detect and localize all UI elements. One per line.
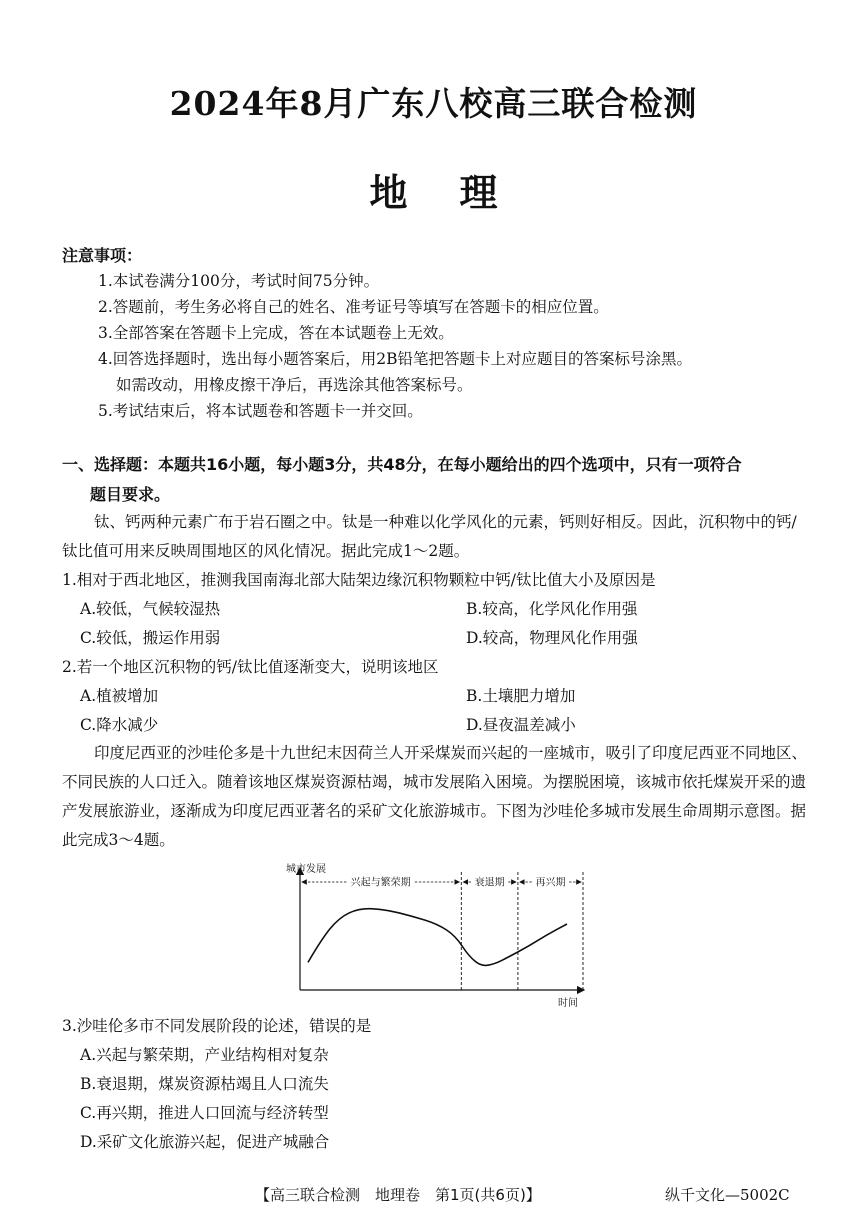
notice-list [98,268,818,424]
notice-item: 3.全部答案在答题卡上完成，答在本试题卷上无效。 [98,324,454,342]
question-2-option-a: A.植被增加 [80,687,159,705]
section-heading [62,450,822,510]
question-3-option-a: A.兴起与繁荣期，产业结构相对复杂 [80,1046,329,1064]
chart-phase-label: 兴起与繁荣期 [350,877,411,889]
chart-y-axis-label: 城市发展 [286,864,326,875]
exam-title: 2024年8月广东八校高三联合检测 [169,84,698,123]
section-heading-line: 题目要求。 [90,485,171,504]
page-footer: 【高三联合检测 地理卷 第1页(共6页)】 [255,1186,541,1204]
notice-item: 4.回答选择题时，选出每小题答案后，用2B铅笔把答题卡上对应题目的答案标号涂黑。 [98,350,693,368]
chart-phase-label: 再兴期 [535,877,566,889]
question-1-option-d: D.较高，物理风化作用强 [466,629,638,647]
notice-item-continued: 如需改动，用橡皮擦干净后，再选涂其他答案标号。 [116,376,473,394]
question-3-option-b: B.衰退期，煤炭资源枯竭且人口流失 [80,1075,329,1093]
question-3-option-c: C.再兴期，推进人口回流与经济转型 [80,1104,329,1122]
question-3-stem: 3.沙哇伦多市不同发展阶段的论述，错误的是 [62,1017,372,1035]
question-2-option-b: B.土壤肥力增加 [466,687,576,705]
question-2-stem: 2.若一个地区沉积物的钙/钛比值逐渐变大，说明该地区 [62,658,439,676]
question-2-option-c: C.降水减少 [80,716,159,734]
chart-series-line [308,909,567,966]
question-1-option-c: C.较低，搬运作用弱 [80,629,221,647]
question-1-option-a: A.较低，气候较湿热 [80,600,221,618]
question-1-stem: 1.相对于西北地区，推测我国南海北部大陆架边缘沉积物颗粒中钙/钛比值大小及原因是 [62,571,656,589]
question-1-option-b: B.较高，化学风化作用强 [466,600,638,618]
footer-code: 纵千文化—5002C [665,1186,790,1204]
chart-x-axis-label: 时间 [558,998,578,1009]
passage-2: 印度尼西亚的沙哇伦多是十九世纪末因荷兰人开采煤炭而兴起的一座城市，吸引了印度尼西亚不同地区、不同民族的人口迁入。随着该地区煤炭资源枯竭，城市发展陷入困境。为摆脱困境，该城市依托煤炭开采的遗产发展旅游业，逐渐成为印度尼西亚著名的采矿文化旅游城市。下图为沙哇伦多城市发展生命周期示意图。据此完成3～4题。 [62,744,808,849]
notice-item: 2.答题前，考生务必将自己的姓名、准考证号等填写在答题卡的相应位置。 [98,298,609,316]
question-3-option-d: D.采矿文化旅游兴起，促进产城融合 [80,1133,330,1151]
city-lifecycle-chart [280,860,590,1010]
section-heading-line: 一、选择题：本题共16小题，每小题3分，共48分，在每小题给出的四个选项中，只有一项符合 [62,455,742,474]
question-2-option-d: D.昼夜温差减小 [466,716,576,734]
subject-title: 地理 [369,170,550,215]
notice-item: 5.考试结束后，将本试题卷和答题卡一并交回。 [98,402,423,420]
passage-1: 钛、钙两种元素广布于岩石圈之中。钛是一种难以化学风化的元素，钙则好相反。因此，沉积物中的钙/钛比值可用来反映周围地区的风化情况。据此完成1～2题。 [62,513,797,560]
notice-item: 1.本试卷满分100分，考试时间75分钟。 [98,272,380,290]
chart-phase-label: 衰退期 [474,877,505,889]
notice-heading: 注意事项： [62,246,143,265]
